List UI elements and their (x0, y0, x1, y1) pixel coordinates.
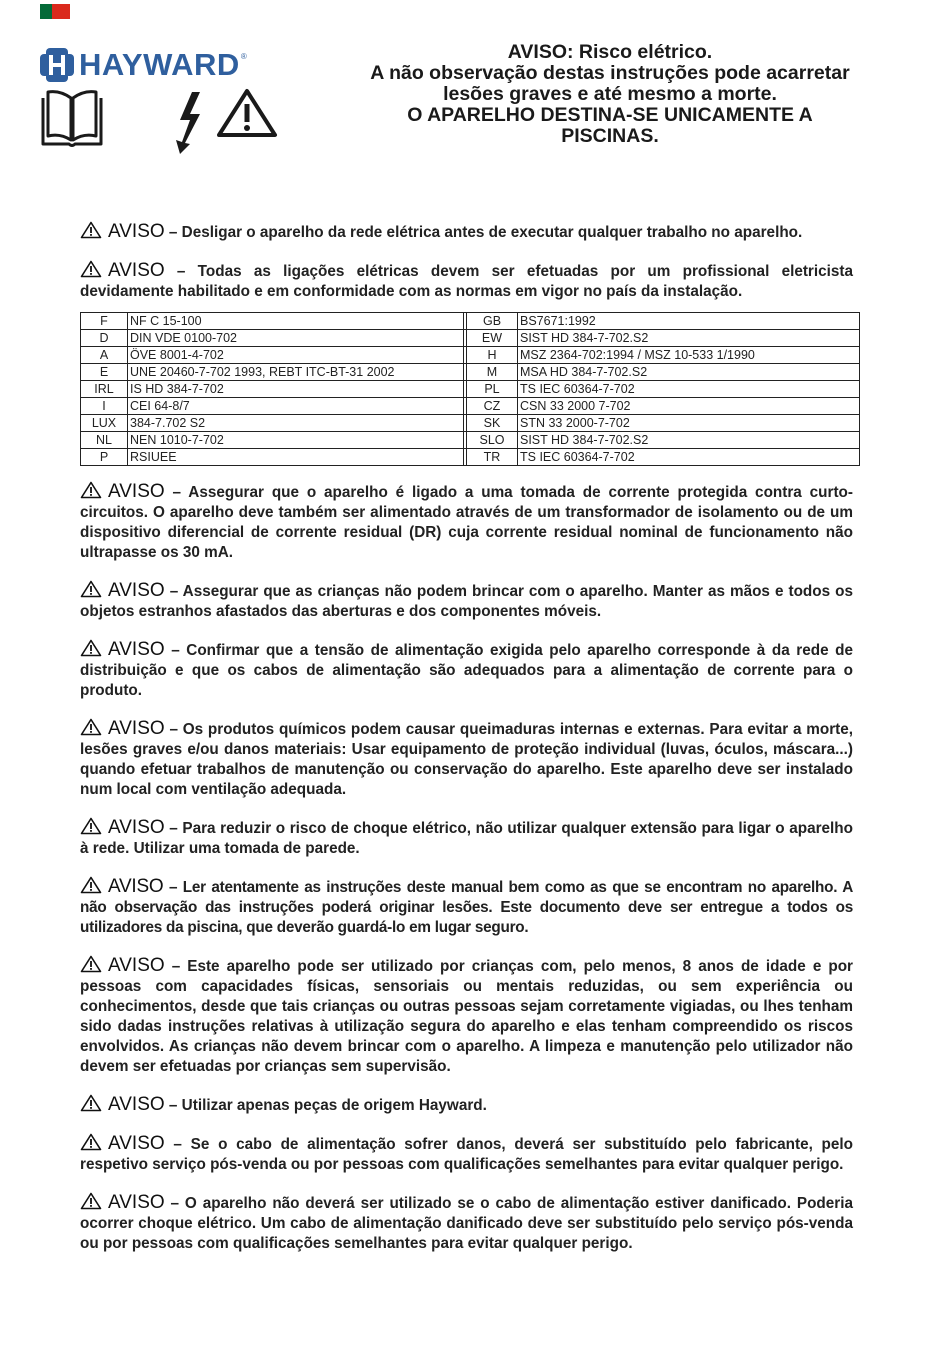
country-code: SK (467, 415, 518, 432)
norm-name: STN 33 2000-7-702 (518, 415, 860, 432)
country-code: TR (467, 449, 518, 466)
warning-text: – Ler atentamente as instruções deste manual bem como as que se encontram no aparelho. A não observação das instruções poderá originar lesões. Este documento deve ser entregue a todos os utilizadores da piscina, que deverão guardá-lo em lugar seguro. (80, 879, 853, 936)
country-code: LUX (81, 415, 128, 432)
norm-name: BS7671:1992 (518, 313, 860, 330)
warning-label: AVISO (108, 955, 165, 976)
hayward-logo-mark-icon (40, 48, 74, 82)
warning-paragraph (80, 639, 853, 701)
header-warning (330, 42, 890, 147)
warning-triangle-icon (80, 221, 102, 239)
warning-triangle-icon (80, 639, 102, 657)
country-code: E (81, 364, 128, 381)
warning-label: AVISO (108, 481, 165, 502)
warning-triangle-icon (80, 580, 102, 598)
table-row (81, 364, 860, 381)
warning-paragraph (80, 955, 853, 1077)
warning-triangle-icon (80, 1133, 102, 1151)
warning-text: – Para reduzir o risco de choque elétrico, não utilizar qualquer extensão para ligar o aparelho à rede. Utilizar uma tomada de parede. (80, 820, 853, 857)
warning-label: AVISO (108, 1094, 165, 1115)
warning-paragraph (80, 481, 853, 563)
norm-name: UNE 20460-7-702 1993, REBT ITC-BT-31 2002 (128, 364, 464, 381)
country-code: IRL (81, 381, 128, 398)
country-code: CZ (467, 398, 518, 415)
warning-label: AVISO (108, 580, 165, 601)
warning-text: – Confirmar que a tensão de alimentação exigida pelo aparelho corresponde à da rede de distribuição e que os cabos de alimentação são adequados para a alimentação de corrente para o produto. (80, 642, 853, 699)
brand-name: HAYWARD (79, 47, 240, 82)
warning-paragraph (80, 817, 853, 859)
warning-label: AVISO (108, 639, 165, 660)
manual-book-icon (40, 88, 104, 150)
warning-label: AVISO (108, 817, 165, 838)
warning-label: AVISO (108, 1192, 165, 1213)
norm-name: TS IEC 60364-7-702 (518, 449, 860, 466)
country-code: F (81, 313, 128, 330)
norm-name: SIST HD 384-7-702.S2 (518, 432, 860, 449)
warning-paragraph (80, 221, 853, 243)
norm-name: IS HD 384-7-702 (128, 381, 464, 398)
country-code: NL (81, 432, 128, 449)
flag-portugal-icon (40, 4, 70, 19)
norm-name: DIN VDE 0100-702 (128, 330, 464, 347)
table-row (81, 449, 860, 466)
warning-text: – Os produtos químicos podem causar queimaduras internas e externas. Para evitar a morte, lesões graves e/ou danos materiais: Usar equipamento de proteção individual (luvas, óculos, máscara...) quando efetuar trabalhos de manutenção ou conservação do aparelho. Este aparelho deve ser instalado num local com ventilação adequada. (80, 721, 853, 798)
table-row (81, 347, 860, 364)
warning-text: – Todas as ligações elétricas devem ser efetuadas por um profissional eletricista devidamente habilitado e em conformidade com as normas em vigor no país da instalação. (80, 263, 853, 300)
norm-name: 384-7.702 S2 (128, 415, 464, 432)
warning-text: – Este aparelho pode ser utilizado por crianças com, pelo menos, 8 anos de idade e por pessoas com capacidades físicas, sensoriais ou mentais reduzidas, ou sem experiência ou conhecimentos, desde que tais crianças ou outras pessoas sejam corretamente vigiadas, ou lhes tenham sido dadas instruções relativas à utilização segura do aparelho e elas tenham compreendido os riscos envolvidos. As crianças não devem brincar com o aparelho. A limpeza e manutenção pelo utilizador não devem ser efetuadas por crianças sem supervisão. (80, 958, 853, 1075)
warning-text: – Assegurar que o aparelho é ligado a uma tomada de corrente protegida contra curto-circuitos. O aparelho deve também ser alimentado através de um transformador de isolamento ou de um dispositivo diferencial de corrente residual (DR) cuja corrente residual nominal de funcionamento não ultrapasse os 30 mA. (80, 484, 853, 561)
warning-paragraph (80, 1094, 853, 1116)
country-code: P (81, 449, 128, 466)
warning-text: – Assegurar que as crianças não podem brincar com o aparelho. Manter as mãos e todos os objetos estranhos afastados das aberturas e dos componentes móveis. (80, 583, 853, 620)
brand-registered-mark: ® (240, 52, 247, 61)
warning-triangle-icon (216, 88, 278, 138)
warning-paragraph (80, 580, 853, 622)
warning-paragraph (80, 260, 853, 302)
header-warning-line: A não observação destas instruções pode acarretar (370, 62, 850, 84)
warning-label: AVISO (108, 876, 164, 897)
header-warning-line: O APARELHO DESTINA-SE UNICAMENTE A (407, 104, 813, 126)
warning-text: – O aparelho não deverá ser utilizado se o cabo de alimentação estiver danificado. Poderia ocorrer choque elétrico. Um cabo de alimentação danificado deve ser substituído pelo serviço pós-venda ou por pessoas com qualificações semelhantes para evitar qualquer perigo. (80, 1195, 853, 1252)
warning-text: – Utilizar apenas peças de origem Hayward. (164, 1097, 487, 1114)
table-row (81, 330, 860, 347)
country-code: A (81, 347, 128, 364)
warning-text: – Se o cabo de alimentação sofrer danos, deverá ser substituído pelo fabricante, pelo respetivo serviço pós-venda ou por pessoas com qualificações semelhantes para evitar qualquer perigo. (80, 1136, 853, 1173)
electric-bolt-icon (170, 90, 210, 154)
warnings-content (80, 221, 853, 1271)
safety-icons (40, 88, 278, 154)
warning-triangle-icon (80, 481, 102, 499)
warning-text: – Desligar o aparelho da rede elétrica antes de executar qualquer trabalho no aparelho. (164, 224, 803, 241)
country-code: H (467, 347, 518, 364)
country-code: GB (467, 313, 518, 330)
warning-triangle-icon (80, 876, 102, 894)
country-code: M (467, 364, 518, 381)
header-warning-line: AVISO: Risco elétrico. (507, 41, 713, 63)
warning-triangle-icon (80, 955, 102, 973)
warning-paragraph (80, 876, 853, 938)
country-code: D (81, 330, 128, 347)
norm-name: TS IEC 60364-7-702 (518, 381, 860, 398)
hayward-logo (40, 48, 247, 82)
warning-triangle-icon (80, 718, 102, 736)
warning-paragraph (80, 1133, 853, 1175)
warning-triangle-icon (80, 817, 102, 835)
warning-paragraph (80, 718, 853, 800)
norm-name: SIST HD 384-7-702.S2 (518, 330, 860, 347)
table-row (81, 381, 860, 398)
norm-name: ÖVE 8001-4-702 (128, 347, 464, 364)
warning-label: AVISO (108, 221, 165, 242)
norm-name: MSZ 2364-702:1994 / MSZ 10-533 1/1990 (518, 347, 860, 364)
header-warning-line: PISCINAS. (561, 125, 659, 147)
table-row (81, 415, 860, 432)
warning-label: AVISO (108, 718, 165, 739)
country-code: PL (467, 381, 518, 398)
table-row (81, 398, 860, 415)
country-code: EW (467, 330, 518, 347)
warning-label: AVISO (108, 1133, 165, 1154)
header-warning-line: lesões graves e até mesmo a morte. (443, 83, 777, 105)
norm-name: CEI 64-8/7 (128, 398, 464, 415)
electrical-norms-table (80, 312, 860, 466)
norm-name: CSN 33 2000 7-702 (518, 398, 860, 415)
country-code: SLO (467, 432, 518, 449)
warning-paragraph (80, 1192, 853, 1254)
warning-triangle-icon (80, 1192, 102, 1210)
country-code: I (81, 398, 128, 415)
norm-name: MSA HD 384-7-702.S2 (518, 364, 860, 381)
norm-name: NF C 15-100 (128, 313, 464, 330)
norm-name: NEN 1010-7-702 (128, 432, 464, 449)
warning-triangle-icon (80, 1094, 102, 1112)
norm-name: RSIUEE (128, 449, 464, 466)
warning-triangle-icon (80, 260, 102, 278)
table-row (81, 432, 860, 449)
table-row (81, 313, 860, 330)
warning-label: AVISO (108, 260, 165, 281)
